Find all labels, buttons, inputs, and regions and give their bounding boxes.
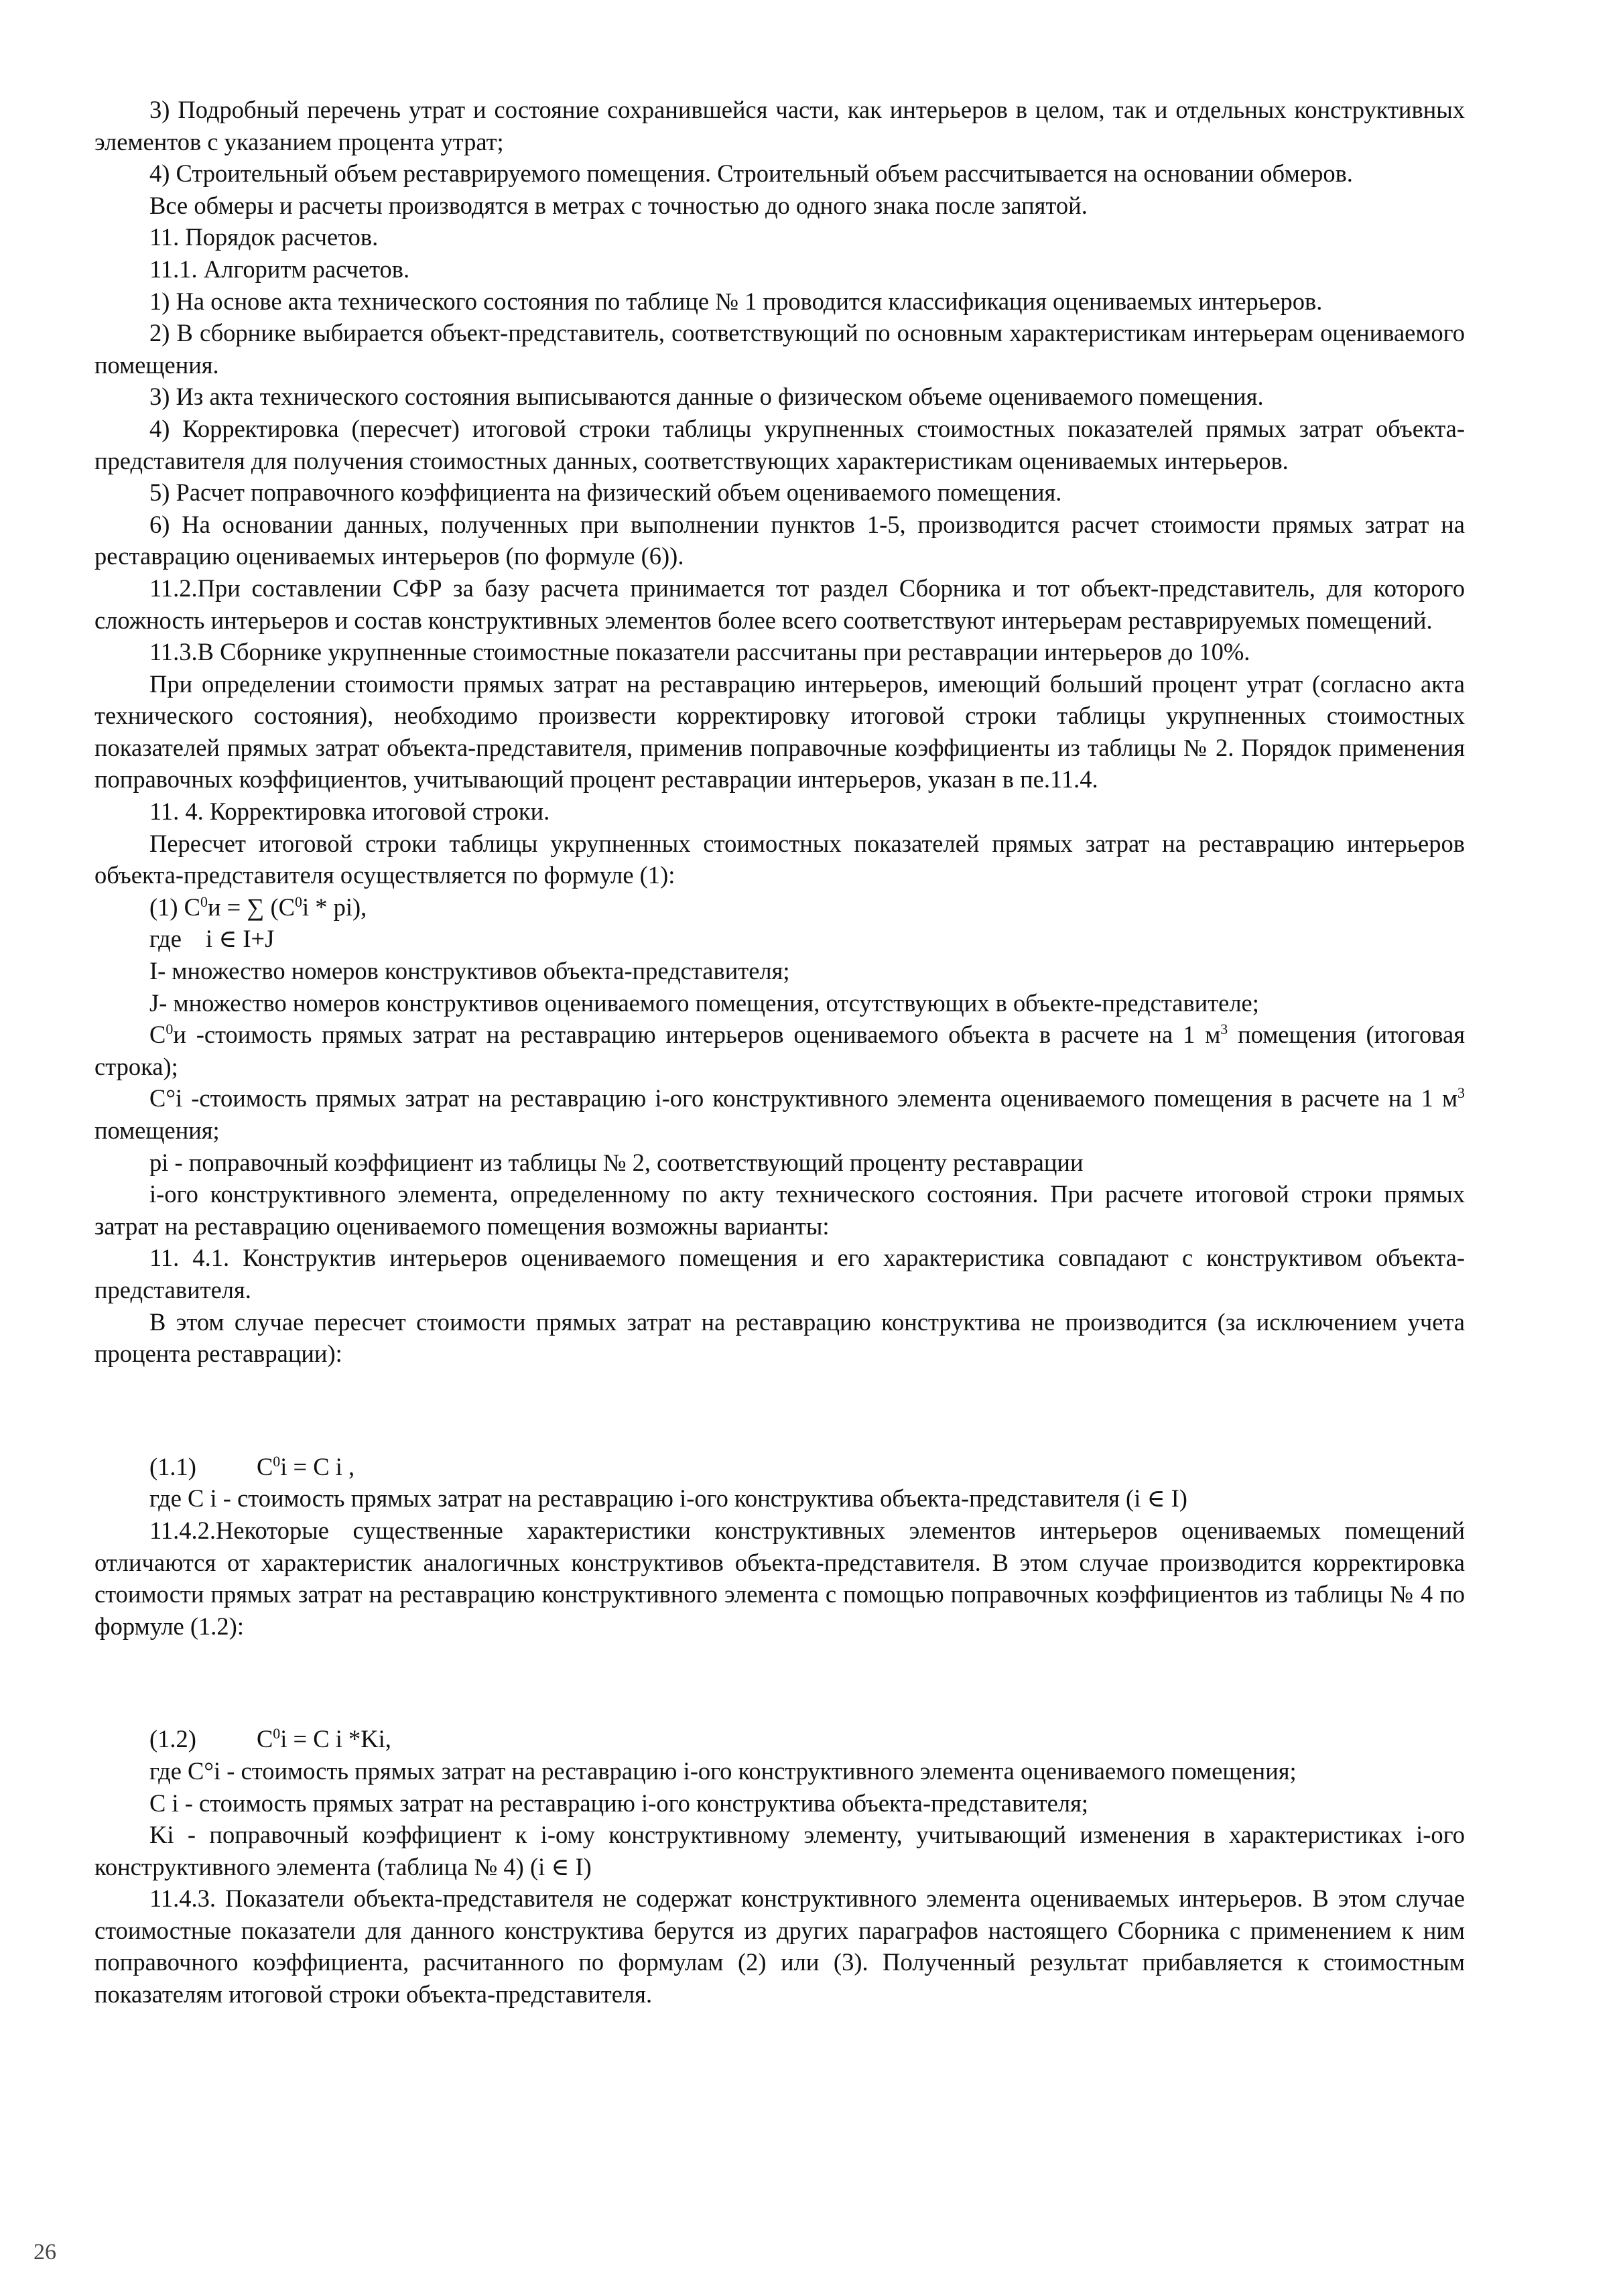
paragraph: C°i -стоимость прямых затрат на реставрацию i-ого конструктивного элемента оцениваемого помещения в расчете на 1 $м^3$ помещения; (94, 1084, 1465, 1144)
paragraph: (1) $C^0и$ = ∑ $(C^0i * pi)$, (149, 893, 367, 921)
paragraph: I- множество номеров конструктивов объекта-представителя; (149, 957, 790, 985)
paragraph: 4) Строительный объем реставрируемого помещения. Строительный объем рассчитывается на основании обмеров. (149, 160, 1353, 188)
paragraph: $C^0и$ -стоимость прямых затрат на реставрацию интерьеров оцениваемого объекта в расчете на 1 $м^3$ помещения (итоговая строка); (94, 1021, 1465, 1080)
spacer (94, 1667, 1465, 1699)
paragraph: J- множество номеров конструктивов оцениваемого помещения, отсутствующих в объекте-представителе; (149, 988, 1259, 1017)
paragraph: В этом случае пересчет стоимости прямых затрат на реставрацию конструктива не производится (за исключением учета процента реставрации): (94, 1308, 1465, 1368)
paragraph: 3) Из акта технического состояния выписываются данные о физическом объеме оцениваемого помещения. (149, 383, 1264, 411)
spacer (94, 1394, 1465, 1426)
paragraph: i-ого конструктивного элемента, определенному по акту технического состояния. При расчете итоговой строки прямых затрат на реставрацию оцениваемого помещения возможны варианты: (94, 1180, 1465, 1240)
paragraph: 4) Корректировка (пересчет) итоговой строки таблицы укрупненных стоимостных показателей прямых затрат объекта-представителя для получения стоимостных данных, соответствующих характеристикам оцениваемых интерьеров. (94, 414, 1465, 474)
paragraph: 11.4.2.Некоторые существенные характеристики конструктивных элементов интерьеров оцениваемых помещений отличаются от характеристик аналогичных конструктивов объекта-представителя. В этом случае производится корректировка стоимости прямых затрат на реставрацию конструктивного элемента с помощью поправочных коэффициентов из таблицы № 4 по формуле (1.2): (94, 1516, 1465, 1640)
paragraph: 11. Порядок расчетов. (149, 223, 379, 251)
paragraph: 2) В сборнике выбирается объект-представитель, соответствующий по основным характеристикам интерьерам оцениваемого помещения. (94, 319, 1465, 379)
page-number: 26 (34, 2240, 56, 2265)
paragraph: Пересчет итоговой строки таблицы укрупненных стоимостных показателей прямых затрат на реставрацию интерьеров объекта-представителя осуществляется по формуле (1): (94, 829, 1465, 889)
paragraph: 5) Расчет поправочного коэффициента на физический объем оцениваемого помещения. (149, 479, 1062, 507)
paragraph: C i - стоимость прямых затрат на реставрацию i-ого конструктива объекта-представителя; (149, 1789, 1089, 1817)
paragraph: 11.2.При составлении СФР за базу расчета принимается тот раздел Сборника и тот объект-представитель, для которого сложность интерьеров и состав конструктивных элементов более всего соответствуют интерьерам реставрируемых помещений. (94, 574, 1465, 634)
paragraph: Все обмеры и расчеты производятся в метрах с точностью до одного знака после запятой. (149, 191, 1088, 219)
paragraph: (1.2) $C^0i = C$ i *Ki, (149, 1725, 391, 1753)
paragraph: 11.4.3. Показатели объекта-представителя не содержат конструктивного элемента оцениваемых интерьеров. В этом случае стоимостные показатели для данного конструктива берутся из других параграфов настоящего Сборника с применением к ним поправочного коэффициента, расчитанного по формулам (2) или (3). Полученный результат прибавляется к стоимостным показателям итоговой строки объекта-представителя. (94, 1885, 1465, 2008)
paragraph: 3) Подробный перечень утрат и состояние сохранившейся части, как интерьеров в целом, так и отдельных конструктивных элементов с указанием процента утрат; (94, 96, 1465, 155)
document-body (94, 94, 1465, 2011)
paragraph: При определении стоимости прямых затрат на реставрацию интерьеров, имеющий больший процент утрат (согласно акта технического состояния), необходимо произвести корректировку итоговой строки таблицы укрупненных стоимостных показателей прямых затрат объекта-представителя, применив поправочные коэффициенты из таблицы № 2. Порядок применения поправочных коэффициентов, учитывающий процент реставрации интерьеров, указан в пе.11.4. (94, 669, 1465, 793)
paragraph: (1.1) $C^0i = C$ i , (149, 1452, 355, 1480)
paragraph: 11. 4. Корректировка итоговой строки. (149, 798, 550, 826)
paragraph: pi - поправочный коэффициент из таблицы № 2, соответствующий проценту реставрации (149, 1148, 1084, 1176)
paragraph: где C i - стоимость прямых затрат на реставрацию i-ого конструктива объекта-представителя (i ∈ I) (149, 1484, 1187, 1513)
paragraph: 11. 4.1. Конструктив интерьеров оцениваемого помещения и его характеристика совпадают с конструктивом объекта- представителя. (94, 1244, 1465, 1303)
paragraph: 1) На основе акта технического состояния по таблице № 1 проводится классификация оцениваемых интерьеров. (149, 287, 1323, 315)
paragraph: 11.1. Алгоритм расчетов. (149, 255, 410, 283)
paragraph: где C°i - стоимость прямых затрат на реставрацию i-ого конструктивного элемента оцениваемого помещения; (149, 1757, 1297, 1785)
paragraph: где i ∈ I+J (149, 925, 275, 953)
paragraph: 6) На основании данных, полученных при выполнении пунктов 1-5, производится расчет стоимости прямых затрат на реставрацию оцениваемых интерьеров (по формуле (6)). (94, 510, 1465, 570)
paragraph: Ki - поправочный коэффициент к i-ому конструктивному элементу, учитывающий изменения в характеристиках i-ого конструктивного элемента (таблица № 4) (i ∈ I) (94, 1821, 1465, 1880)
paragraph: 11.3.В Сборнике укрупненные стоимостные показатели рассчитаны при реставрации интерьеров до 10%. (149, 638, 1250, 666)
